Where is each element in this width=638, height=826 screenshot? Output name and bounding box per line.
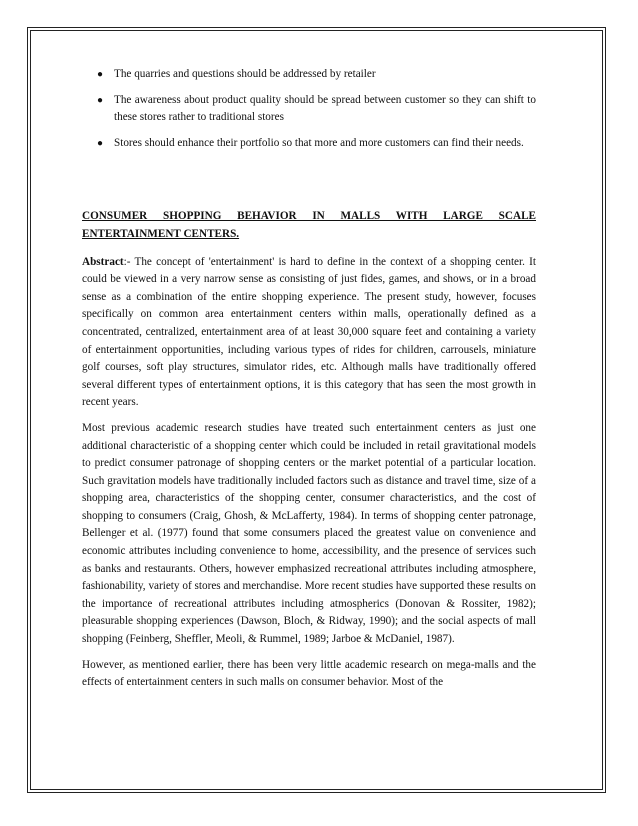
body-paragraph-2: Most previous academic research studies have treated such entertainment centers as just one additional characteristic of a shopping center which could be included in retail gravitational models to predict consumer patronage of shopping centers or the market potential of a particular location. Such gravitation models have traditionally included factors such as distance and travel time, size of a shopping area, characteristics of the shopping center, consumer characteristics, and the cost of shopping to consumers (Craig, Ghosh, & McLafferty, 1984). In terms of shopping center patronage, Bellenger et al. (1977) found that some consumers placed the greatest value on convenience and economic attributes including convenience to home, accessibility, and the presence of services such as banks and restaurants. Others, however emphasized recreational attributes including atmosphere, fashionability, variety of stores and merchandise. More recent studies have supported these results on the importance of recreational attributes including atmospherics (Donovan & Rossiter, 1982); pleasurable shopping experiences (Dawson, Bloch, & Ridway, 1990); and the social aspects of mall shopping (Feinberg, Sheffler, Meoli, & Rummel, 1989; Jarboe & McDaniel, 1987).	[82, 421, 536, 646]
recommendation-list	[82, 66, 536, 152]
section-heading-line2: ENTERTAINMENT CENTERS.	[82, 227, 240, 240]
list-item: ● The awareness about product quality should be spread between customer so they can shift to these stores rather to traditional stores	[97, 93, 536, 124]
body-paragraph-3: However, as mentioned earlier, there has been very little academic research on mega-malls and the effects of entertainment centers in such malls on consumer behavior. Most of the	[82, 658, 536, 689]
abstract-text: :- The concept of 'entertainment' is hard to define in the context of a shopping center. It could be viewed in a very narrow sense as consisting of just fides, games, and shows, or in a broad sense as a combination of the entire shopping experience. The present study, however, focuses specifically on common area entertainment centers within malls, operationally defined as a concentrated, centralized, entertainment area of at least 30,000 square feet and containing a variety of entertainment opportunities, including various types of rides for children, carrousels, miniature golf courses, soft play structures, simulator rides, etc. Although malls have traditionally offered several different types of entertainment options, it is this category that has seen the most growth in recent years.	[82, 255, 536, 409]
spacer	[82, 160, 536, 208]
bullet-icon: ●	[97, 69, 104, 80]
list-item: ● The quarries and questions should be addressed by retailer	[82, 66, 536, 84]
abstract-paragraph	[82, 254, 536, 412]
bullet-icon: ●	[97, 137, 104, 149]
section-heading	[82, 208, 536, 243]
bullet-icon: ●	[97, 94, 104, 106]
document-body	[82, 66, 536, 700]
section-heading-line1: CONSUMER SHOPPING BEHAVIOR IN MALLS WITH LARGE SCALE	[82, 210, 536, 223]
abstract-label: Abstract	[82, 255, 124, 268]
list-item: ● Stores should enhance their portfolio so that more and more customers can find their needs.	[82, 135, 536, 153]
